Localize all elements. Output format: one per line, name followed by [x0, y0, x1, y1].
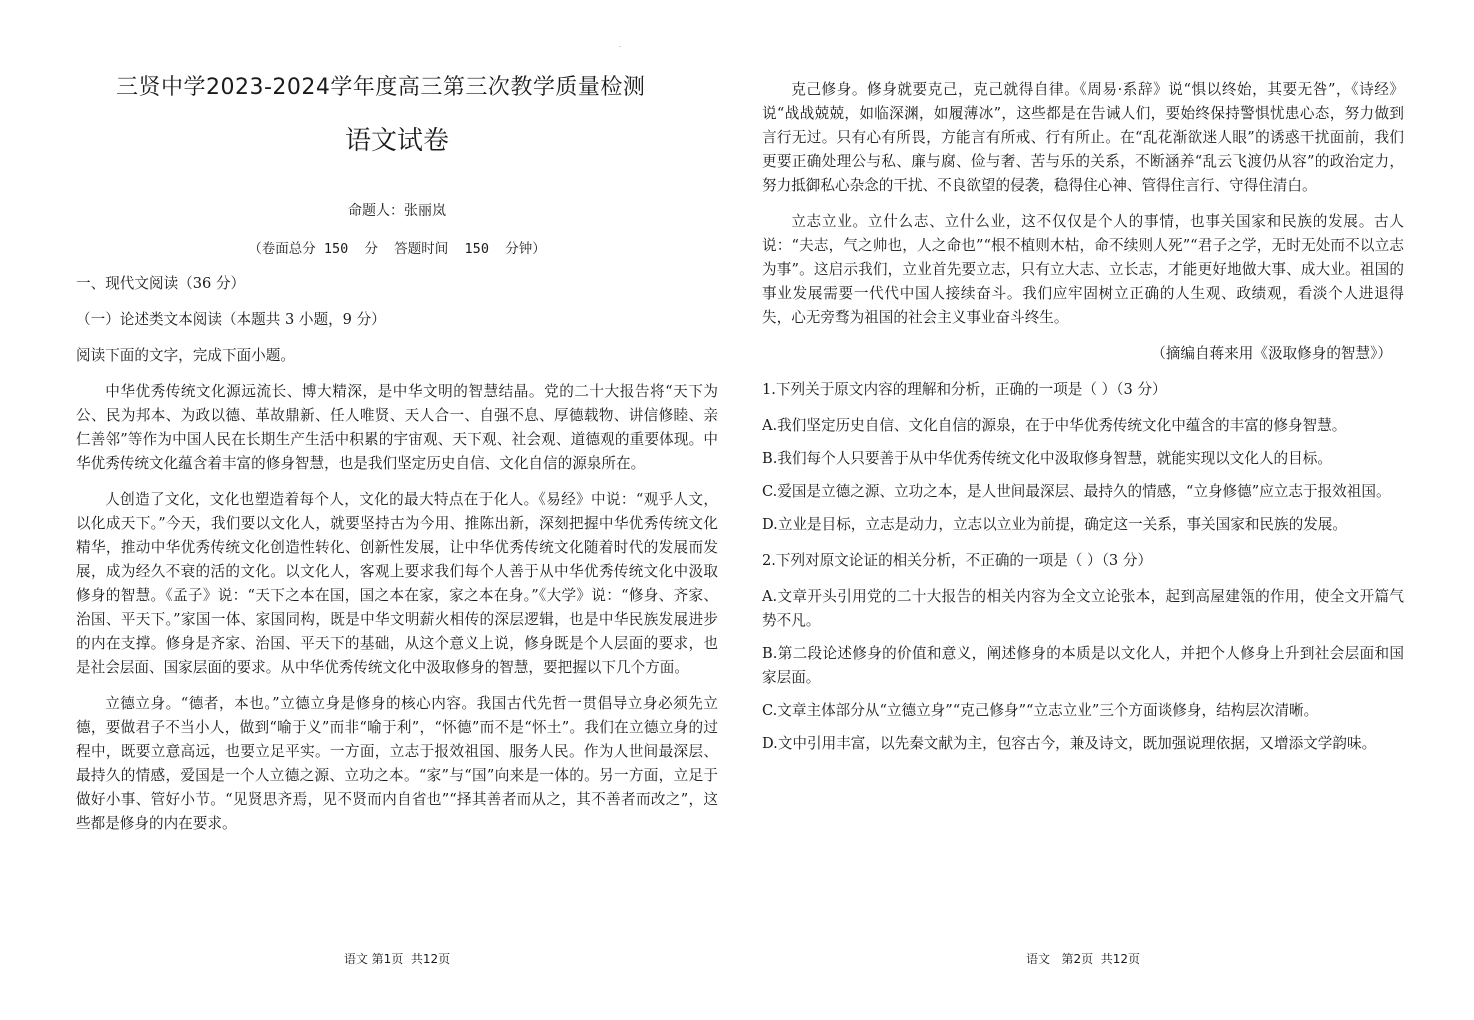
section-heading: 一、现代文阅读（36 分） [76, 275, 246, 292]
instruction: 阅读下面的文字，完成下面小题。 [76, 347, 295, 364]
right-body [762, 78, 1404, 756]
paragraph: 人创造了文化，文化也塑造着每个人，文化的最大特点在于化人。《易经》中说：“观乎人文，以化成天下。”今天，我们要以文化人，就要坚持古为今用、推陈出新，深刻把握中华优秀传统文化精华，推动中华优秀传统文化创造性转化、创新性发展，让中华优秀传统文化随着时代的发展而发展，成为经久不衰的活的文化。以文化人，客观上要求我们每个人善于从中华优秀传统文化中汲取修身的智慧。《孟子》说：“天下之本在国，国之本在家，家之本在身。”《大学》说：“修身、齐家、治国、平天下。”家国一体、家国同构，既是中华文明薪火相传的深层逻辑，也是中华民族发展进步的内在支撑。修身是齐家、治国、平天下的基础，从这个意义上说，修身既是个人层面的要求，也是社会层面、国家层面的要求。从中华优秀传统文化中汲取修身的智慧，要把握以下几个方面。 [76, 491, 718, 676]
question-option: D.文中引用丰富，以先秦文献为主，包容古今，兼及诗文，既加强说理依据，又增添文学韵味。 [762, 735, 1377, 752]
question-option: A.文章开头引用党的二十大报告的相关内容为全文立论张本，起到高屋建瓴的作用，使全文开篇气势不凡。 [762, 588, 1404, 629]
paragraph: 立德立身。“德者，本也。”立德立身是修身的核心内容。我国古代先哲一贯倡导立身必须先立德，要做君子不当小人，做到“喻于义”而非“喻于利”，“怀德”而不是“怀土”。我们在立德立身的过程中，既要立意高远，也要立足平实。一方面，立志于报效祖国、服务人民。作为人世间最深层、最持久的情感，爱国是一个人立德之源、立功之本。“家”与“国”向来是一体的。另一方面，立足于做好小事、管好小节。“见贤思齐焉，见不贤而内自省也”“择其善者而从之，其不善者而改之”，这些都是修身的内在要求。 [76, 695, 718, 832]
paragraph: 立志立业。立什么志、立什么业，这不仅仅是个人的事情，也事关国家和民族的发展。古人说：“夫志，气之帅也，人之命也”“根不植则木枯，命不续则人死”“君子之学，无时无处而不以立志为事”。这启示我们，立业首先要立志，只有立大志、立长志，才能更好地做大事、成大业。祖国的事业发展需要一代代中国人接续奋斗。我们应牢固树立正确的人生观、政绩观，看淡个人进退得失，心无旁骛为祖国的社会主义事业奋斗终生。 [762, 213, 1404, 326]
paragraph: 克己修身。修身就要克己，克己就得自律。《周易·系辞》说“惧以终始，其要无咎”，《诗经》说“战战兢兢，如临深渊，如履薄冰”，这些都是在告诫人们，要始终保持警惧忧患心态，努力做到言行无过。只有心有所畏，方能言有所戒、行有所止。在“乱花渐欲迷人眼”的诱惑干扰面前，我们更要正确处理公与私、廉与腐、俭与奢、苦与乐的关系，不断涵养“乱云飞渡仍从容”的政治定力，努力抵御私心杂念的干扰、不良欲望的侵袭，稳得住心神、管得住言行、守得住清白。 [762, 81, 1404, 194]
exam-subtitle: 语文试卷 [344, 126, 449, 156]
exam-title: 三贤中学2023-2024学年度高三第三次教学质量检测 [116, 75, 646, 100]
question-option: B.我们每个人只要善于从中华优秀传统文化中汲取修身智慧，就能实现以文化人的目标。 [762, 450, 1332, 467]
question-option: C.文章主体部分从“立德立身”“克己修身”“立志立业”三个方面谈修身，结构层次清晰。 [762, 702, 1319, 719]
source-citation: （摘编自蒋来用《汲取修身的智慧》） [1151, 345, 1392, 362]
left-body [76, 272, 718, 836]
paragraph: 中华优秀传统文化源远流长、博大精深，是中华文明的智慧结晶。党的二十大报告将“天下为公、民为邦本、为政以德、革故鼎新、任人唯贤、天人合一、自强不息、厚德载物、讲信修睦、亲仁善邻”等作为中国人民在长期生产生活中积累的宇宙观、天下观、社会观、道德观的重要体现。中华优秀传统文化蕴含着丰富的修身智慧，也是我们坚定历史自信、文化自信的源泉所在。 [76, 383, 718, 472]
question-option: A.我们坚定历史自信、文化自信的源泉，在于中华优秀传统文化中蕴含的丰富的修身智慧。 [762, 417, 1347, 434]
question-stem: 2.下列对原文论证的相关分析，不正确的一项是（ ）（3 分） [762, 552, 1153, 569]
page-footer: 语文 第2页 共12页 [1026, 952, 1140, 966]
exam-info: （卷面总分 150 分 答题时间 150 分钟） [248, 241, 546, 257]
page-right [762, 0, 1404, 1020]
question-option: C.爱国是立德之源、立功之本，是人世间最深层、最持久的情感，“立身修德”应立志于报效祖国。 [762, 483, 1391, 500]
question-option: B.第二段论述修身的价值和意义，阐述修身的本质是以文化人，并把个人修身上升到社会层面和国家层面。 [762, 645, 1404, 686]
scan-speck: · [619, 44, 621, 51]
question-option: D.立业是目标，立志是动力，立志以立业为前提，确定这一关系，事关国家和民族的发展。 [762, 516, 1347, 533]
subsection-heading: （一）论述类文本阅读（本题共 3 小题，9 分） [76, 311, 386, 328]
page-footer: 语文 第1页 共12页 [343, 952, 451, 966]
question-stem: 1.下列关于原文内容的理解和分析，正确的一项是（ ）（3 分） [762, 381, 1167, 398]
page-left [76, 0, 718, 1020]
exam-author: 命题人：张丽岚 [348, 203, 446, 219]
